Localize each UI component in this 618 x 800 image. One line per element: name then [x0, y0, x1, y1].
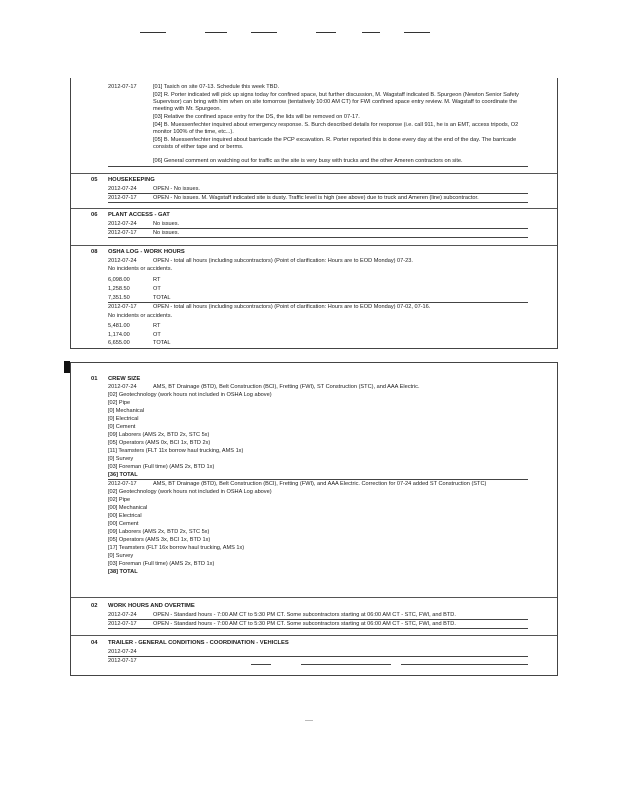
- underline: [108, 202, 528, 203]
- underline: [108, 193, 528, 194]
- crew-item: [02] Geotechnology (work hours not included in OSHA Log above): [108, 392, 272, 398]
- section-divider: [71, 245, 557, 246]
- underline: [401, 664, 528, 665]
- crew-item: [05] Operators (AMS 0x, BCI 1x, BTD 2x): [108, 440, 211, 446]
- entry-date: 2012-07-24: [108, 258, 137, 264]
- underline: [108, 228, 528, 229]
- section-divider: [71, 635, 557, 636]
- crew-item: [17] Teamsters (FLT 16x borrow haul trucking, AMS 1x): [108, 545, 245, 551]
- entry-text: No issues.: [153, 221, 180, 227]
- entry-date: 2012-07-17: [108, 230, 137, 236]
- hours-label: OT: [153, 332, 161, 338]
- crew-item: [09] Laborers (AMS 2x, BTD 2x, STC 5x): [108, 529, 210, 535]
- section-title: PLANT ACCESS - GAT: [108, 212, 170, 218]
- crew-item: [0] Mechanical: [108, 408, 145, 414]
- entry-text: OPEN - total all hours (including subcontractors) (Point of clarification: Hours are to EOD Monday) 07-02, 07-16.: [153, 304, 431, 310]
- section-number: 08: [91, 249, 98, 255]
- crew-item: [03] Foreman (Full time) (AMS 2x, BTD 1x): [108, 561, 215, 567]
- hours-label: RT: [153, 277, 161, 283]
- entry-note: No incidents or accidents.: [108, 266, 173, 272]
- entry-date: 2012-07-24: [108, 649, 137, 655]
- underline: [108, 302, 528, 303]
- underline: [108, 237, 528, 238]
- entry-text: OPEN - total all hours (including subcontractors) (Point of clarification: Hours are to EOD Monday) 07-23.: [153, 258, 413, 264]
- section-number: 02: [91, 603, 98, 609]
- hours-value: 6,655.00: [108, 340, 130, 346]
- entry-date: 2012-07-17: [108, 304, 137, 310]
- crew-item: [02] Geotechnology (work hours not included in OSHA Log above): [108, 489, 272, 495]
- crew-item: [0] Survey: [108, 456, 134, 462]
- entry-date: 2012-07-24: [108, 612, 137, 618]
- section-number: 06: [91, 212, 98, 218]
- section-title: TRAILER - GENERAL CONDITIONS - COORDINATION - VEHICLES: [108, 640, 289, 646]
- entry-text: AMS, BT Drainage (BTD), Belt Construction (BCI), Fretting (FWI), and AAA Electric. Correction for 07-24 added ST Construction (STC): [153, 481, 487, 487]
- item-text: [04] B. Muessenfechter inquired about emergency response. S. Burch described details for response (i.e. call 911, he is an EMT, access tripods, O2 monitor 100% of the time, etc...).: [153, 122, 519, 135]
- section-title: WORK HOURS AND OVERTIME: [108, 603, 195, 609]
- crew-item: [0] Survey: [108, 553, 134, 559]
- crew-item: [09] Laborers (AMS 2x, BTD 2x, STC 5x): [108, 432, 210, 438]
- entry-text: No issues.: [153, 230, 180, 236]
- crew-item: [00] Electrical: [108, 513, 142, 519]
- underline: [108, 628, 528, 629]
- crew-item: [00] Mechanical: [108, 505, 148, 511]
- hours-label: TOTAL: [153, 340, 171, 346]
- section-title: HOUSEKEEPING: [108, 177, 155, 183]
- section-number: 04: [91, 640, 98, 646]
- underline: [108, 656, 528, 657]
- section-number: 05: [91, 177, 98, 183]
- entry-text: OPEN - No issues.: [153, 186, 200, 192]
- entry-date: 2012-07-24: [108, 384, 137, 390]
- entry-date: 2012-07-24: [108, 186, 137, 192]
- crew-item: [02] Pipe: [108, 497, 131, 503]
- entry-text: OPEN - No issues. M. Wagstaff indicated site is dusty. Traffic level is high (see above) due to truck and Ameren (line) subcontractor.: [153, 195, 479, 201]
- page-tab-marker: [64, 361, 70, 373]
- hours-value: 7,351.50: [108, 295, 130, 301]
- section-title: CREW SIZE: [108, 376, 141, 382]
- page-footer-mark: [305, 720, 313, 721]
- underline: [108, 619, 528, 620]
- crew-item: [0] Electrical: [108, 416, 139, 422]
- entry-date: 2012-07-17: [108, 481, 137, 487]
- underline: [108, 166, 528, 167]
- entry-date: 2012-07-17: [108, 621, 137, 627]
- entry-text: OPEN - Standard hours - 7:00 AM CT to 5:30 PM CT. Some subcontractors starting at 06:00 AM CT - STC, FWI, and BTD.: [153, 621, 456, 627]
- entry-date: 2012-07-17: [108, 658, 137, 664]
- hours-value: 1,258.50: [108, 286, 130, 292]
- header-marks: [0, 32, 618, 36]
- section-divider: [71, 173, 557, 174]
- crew-item: [02] Pipe: [108, 400, 131, 406]
- crew-item: [11] Teamsters (FLT 11x borrow haul trucking, AMS 1x): [108, 448, 244, 454]
- item-text: [03] Relative the confined space entry for the DS, the lids will be removed on 07-17.: [153, 114, 360, 120]
- section-divider: [71, 208, 557, 209]
- underline: [108, 479, 528, 480]
- entry-date: 2012-07-24: [108, 221, 137, 227]
- hours-label: OT: [153, 286, 161, 292]
- item-text: [06] General comment on watching out for traffic as the site is very busy with trucks and the other Ameren contractors on site.: [153, 158, 463, 164]
- underline: [251, 664, 271, 665]
- underline: [301, 664, 391, 665]
- entry-text: AMS, BT Drainage (BTD), Belt Construction (BCI), Fretting (FWI), ST Construction (STC), and AAA Electric.: [153, 384, 420, 390]
- section-divider: [71, 597, 557, 598]
- hours-label: TOTAL: [153, 295, 171, 301]
- hours-value: 6,098.00: [108, 277, 130, 283]
- entry-text: OPEN - Standard hours - 7:00 AM CT to 5:30 PM CT. Some subcontractors starting at 06:00 AM CT - STC, FWI, and BTD.: [153, 612, 456, 618]
- item-text: [02] R. Porter indicated will pick up signs today for confined space, but further discussion, M. Wagstaff indicated B. Spurgeon (Newton Senior Safety Supervisor) can bring with him when on site tomorrow (tentatively 10:00 AM CT) for FWI confined space entry review. M. Wagstaff to coordinate the meeting with Mr. Spurgeon.: [153, 92, 519, 112]
- item-text: [01] Tasich on site 07-13. Schedule this week TBD.: [153, 84, 280, 90]
- entry-note: No incidents or accidents.: [108, 313, 173, 319]
- minutes-panel-2: [70, 362, 558, 676]
- section-title: OSHA LOG - WORK HOURS: [108, 249, 185, 255]
- entry-date: 2012-07-17: [108, 195, 137, 201]
- item-text: [05] B. Muessenfechter inquired about barricade the PCP excavation. R. Porter reported this is done every day at the end of the day. The barricade consists of either tape and or berms.: [153, 137, 517, 150]
- crew-item: [05] Operators (AMS 3x, BCI 1x, BTD 1x): [108, 537, 211, 543]
- hours-label: RT: [153, 323, 161, 329]
- crew-total: [38] TOTAL: [108, 569, 138, 575]
- entry-date: 2012-07-17: [108, 84, 137, 90]
- hours-value: 1,174.00: [108, 332, 130, 338]
- crew-item: [0] Cement: [108, 424, 136, 430]
- crew-item: [03] Foreman (Full time) (AMS 2x, BTD 1x): [108, 464, 215, 470]
- crew-item: [00] Cement: [108, 521, 139, 527]
- minutes-panel-1: [70, 78, 558, 349]
- crew-total: [36] TOTAL: [108, 472, 138, 478]
- hours-value: 5,481.00: [108, 323, 130, 329]
- section-number: 01: [91, 376, 98, 382]
